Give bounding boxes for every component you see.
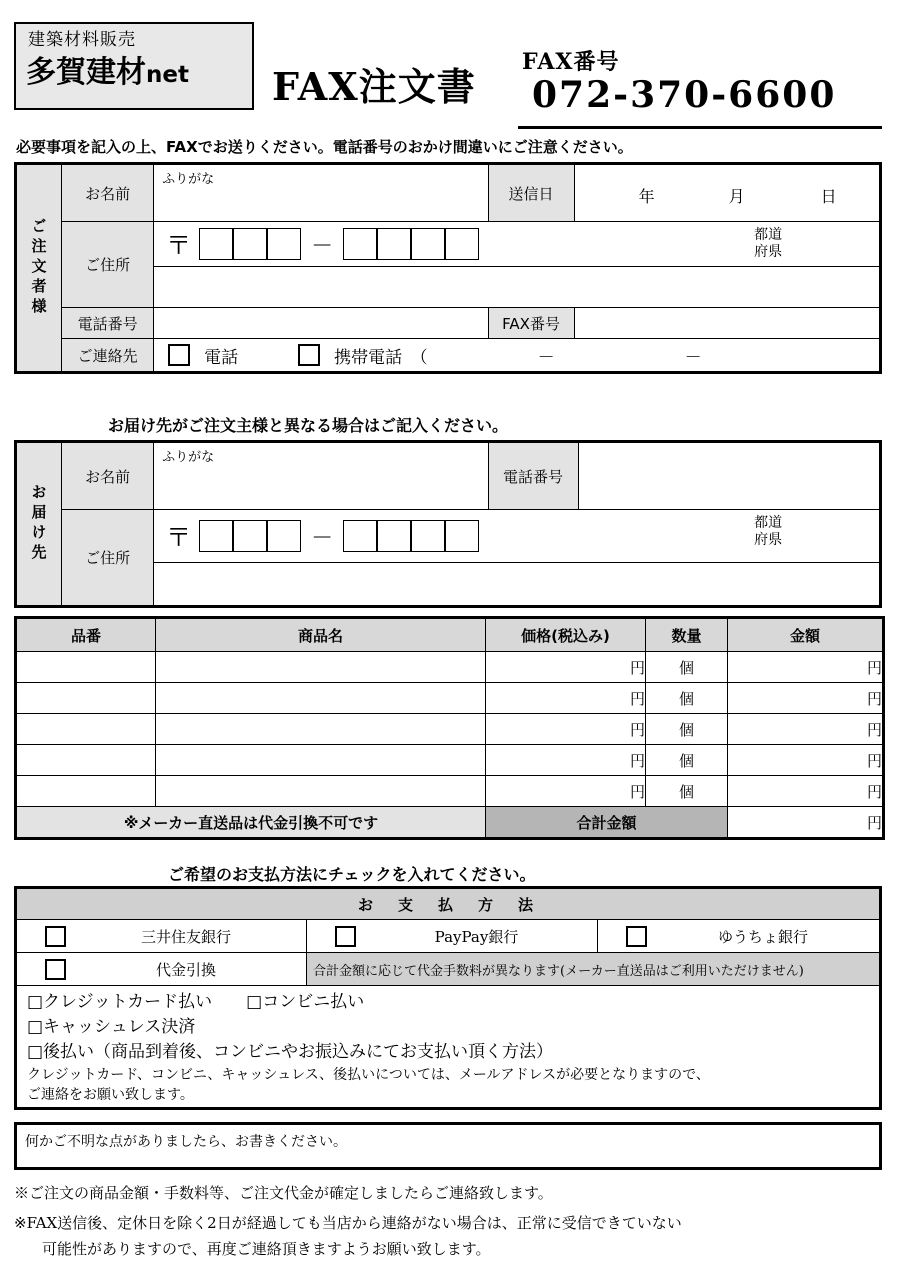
year-label: 年: [638, 187, 655, 206]
table-row[interactable]: [16, 652, 884, 683]
fax-number-value: 072-370-6600: [532, 74, 837, 116]
postcode-box[interactable]: [199, 228, 233, 260]
send-date-label: 送信日: [488, 164, 574, 222]
table-row[interactable]: [16, 745, 884, 776]
cell-price[interactable]: 円: [486, 745, 646, 776]
payment-other-options: [14, 984, 882, 1110]
items-header-row: [16, 618, 884, 652]
fax-number-underline: [518, 126, 882, 129]
logo-net-suffix: net: [146, 62, 189, 88]
postcode-box[interactable]: [377, 520, 411, 552]
mobile-dash-1: －: [537, 347, 555, 368]
postcode-box[interactable]: [411, 228, 445, 260]
prefecture-label: 都道 府県: [754, 515, 783, 548]
col-amount: 金額: [728, 618, 884, 652]
postcode-box[interactable]: [411, 520, 445, 552]
cell-amount[interactable]: 円: [728, 683, 884, 714]
col-name: 商品名: [156, 618, 486, 652]
delivery-name-label: お名前: [62, 442, 154, 510]
postmark-icon: 〒: [166, 231, 192, 260]
cell-amount[interactable]: 円: [728, 776, 884, 807]
cell-name[interactable]: [156, 652, 486, 683]
payment-option-smbc[interactable]: [16, 920, 307, 953]
furigana-hint: ふりがな: [162, 450, 215, 465]
cell-qty[interactable]: 個: [646, 652, 728, 683]
cell-price[interactable]: 円: [486, 652, 646, 683]
cell-code[interactable]: [16, 714, 156, 745]
postcode-box[interactable]: [343, 228, 377, 260]
cell-price[interactable]: 円: [486, 776, 646, 807]
prefecture-label: 都道 府県: [754, 227, 783, 260]
table-row[interactable]: [16, 683, 884, 714]
top-notice: 必要事項を記入の上、FAXでお送りください。電話番号のおかけ間違いにご注意ください。: [16, 138, 633, 156]
delivery-tel-label: 電話番号: [488, 442, 578, 510]
checkbox-yucho[interactable]: [626, 926, 647, 947]
postcode-box[interactable]: [233, 520, 267, 552]
payment-option-cod[interactable]: [16, 953, 307, 986]
postcode-box[interactable]: [267, 228, 301, 260]
option-credit-convenience[interactable]: □クレジットカード払い □コンビニ払い: [27, 992, 365, 1012]
cell-qty[interactable]: 個: [646, 683, 728, 714]
day-label: 日: [820, 187, 837, 206]
checkbox-paypay[interactable]: [335, 926, 356, 947]
mobile-dash-2: －: [684, 347, 702, 368]
option-cashless[interactable]: □キャッシュレス決済: [27, 1017, 196, 1037]
postcode-box[interactable]: [233, 228, 267, 260]
postcode-box[interactable]: [445, 228, 479, 260]
postcode-box[interactable]: [267, 520, 301, 552]
cell-code[interactable]: [16, 776, 156, 807]
logo-tagline: 建築材料販売: [28, 30, 136, 50]
form-header: [14, 22, 882, 118]
page-title: FAX注文書: [272, 64, 476, 109]
col-code: 品番: [16, 618, 156, 652]
payment-notice: ご希望のお支払方法にチェックを入れてください。: [168, 865, 536, 884]
cell-qty[interactable]: 個: [646, 745, 728, 776]
postcode-box[interactable]: [343, 520, 377, 552]
cell-name[interactable]: [156, 776, 486, 807]
delivery-name-input[interactable]: [154, 442, 488, 510]
cell-name[interactable]: [156, 683, 486, 714]
delivery-side-label: お届け先: [16, 442, 62, 607]
orderer-side-label: ご注文者様: [16, 164, 62, 373]
mail-note-line2: ご連絡をお願い致します。: [27, 1087, 194, 1103]
contact-option-phone: 電話: [204, 347, 239, 368]
orderer-contact-choices[interactable]: [154, 339, 881, 373]
total-label: 合計金額: [486, 807, 728, 839]
orderer-address-line2-input[interactable]: [154, 267, 881, 308]
footer-note-3: 可能性がありますので、再度ご連絡頂きますようお願い致します。: [42, 1240, 491, 1258]
cod-fee-note: 合計金額に応じて代金手数料が異なります(メーカー直送品はご利用いただけません): [307, 953, 881, 986]
footer-note-1: ※ご注文の商品金額・手数料等、ご注文代金が確定しましたらご連絡致します。: [14, 1184, 553, 1202]
label-yucho: ゆうちょ銀行: [717, 927, 808, 946]
col-qty: 数量: [646, 618, 728, 652]
delivery-address-line2-input[interactable]: [154, 563, 881, 607]
cell-code[interactable]: [16, 745, 156, 776]
company-logo: [14, 22, 254, 110]
orderer-fax-label: FAX番号: [488, 308, 574, 339]
postcode-box[interactable]: [445, 520, 479, 552]
delivery-tel-input[interactable]: [578, 442, 880, 510]
postcode-box[interactable]: [377, 228, 411, 260]
send-date-input[interactable]: [574, 164, 880, 222]
free-comment-placeholder: 何かご不明な点がありましたら、お書きください。: [25, 1134, 347, 1150]
free-comment-box[interactable]: [14, 1122, 882, 1170]
delivery-postcode-input[interactable]: [154, 510, 881, 563]
direct-ship-note: ※メーカー直送品は代金引換不可です: [16, 807, 486, 839]
label-cod: 代金引換: [155, 960, 216, 979]
checkbox-smbc[interactable]: [45, 926, 66, 947]
orderer-name-label: お名前: [62, 164, 154, 222]
table-row[interactable]: [16, 714, 884, 745]
total-value[interactable]: 円: [728, 807, 884, 839]
delivery-address-label: ご住所: [62, 510, 154, 607]
payment-heading: お 支 払 方 法: [16, 888, 881, 920]
orderer-name-input[interactable]: [154, 164, 488, 222]
orderer-address-label: ご住所: [62, 222, 154, 308]
postcode-dash: －: [311, 524, 334, 550]
payment-option-paypay[interactable]: [307, 920, 598, 953]
month-label: 月: [728, 187, 745, 206]
orderer-tel-label: 電話番号: [62, 308, 154, 339]
orderer-section: [14, 162, 882, 374]
checkbox-cod[interactable]: [45, 959, 66, 980]
cell-amount[interactable]: 円: [728, 714, 884, 745]
payment-section: [14, 886, 882, 986]
furigana-hint: ふりがな: [162, 172, 215, 187]
cell-amount[interactable]: 円: [728, 745, 884, 776]
cell-price[interactable]: 円: [486, 714, 646, 745]
checkbox-phone[interactable]: [168, 344, 190, 366]
cell-qty[interactable]: 個: [646, 714, 728, 745]
logo-name: 多賀建材net: [26, 55, 189, 90]
cell-code[interactable]: [16, 652, 156, 683]
postmark-icon: 〒: [166, 523, 192, 552]
orderer-tel-input[interactable]: [154, 308, 488, 339]
label-smbc: 三井住友銀行: [140, 927, 231, 946]
contact-option-mobile: 携帯電話 （: [334, 347, 428, 368]
cell-amount[interactable]: 円: [728, 652, 884, 683]
orderer-fax-input[interactable]: [574, 308, 880, 339]
col-price: 価格(税込み): [486, 618, 646, 652]
mail-note-line1: クレジットカード、コンビニ、キャッシュレス、後払いについては、メールアドレスが必要となりますので、: [27, 1067, 710, 1083]
cell-qty[interactable]: 個: [646, 776, 728, 807]
table-row[interactable]: [16, 776, 884, 807]
delivery-notice: お届け先がご注文主様と異なる場合はご記入ください。: [108, 416, 509, 435]
cell-name[interactable]: [156, 745, 486, 776]
payment-option-yucho[interactable]: [598, 920, 881, 953]
label-paypay: PayPay銀行: [434, 927, 519, 946]
fax-number-label: FAX番号: [522, 49, 620, 75]
items-table: [14, 616, 885, 840]
orderer-contact-label: ご連絡先: [62, 339, 154, 373]
cell-price[interactable]: 円: [486, 683, 646, 714]
postcode-dash: －: [311, 232, 334, 258]
orderer-postcode-input[interactable]: [154, 222, 881, 267]
footer-note-2: ※FAX送信後、定休日を除く2日が経過しても当店から連絡がない場合は、正常に受信できていない: [14, 1214, 682, 1232]
items-total-row: [16, 807, 884, 839]
option-later-payment[interactable]: □後払い（商品到着後、コンビニやお振込みにてお支払い頂く方法）: [27, 1042, 554, 1062]
cell-name[interactable]: [156, 714, 486, 745]
postcode-box[interactable]: [199, 520, 233, 552]
cell-code[interactable]: [16, 683, 156, 714]
delivery-section: [14, 440, 882, 608]
checkbox-mobile[interactable]: [298, 344, 320, 366]
